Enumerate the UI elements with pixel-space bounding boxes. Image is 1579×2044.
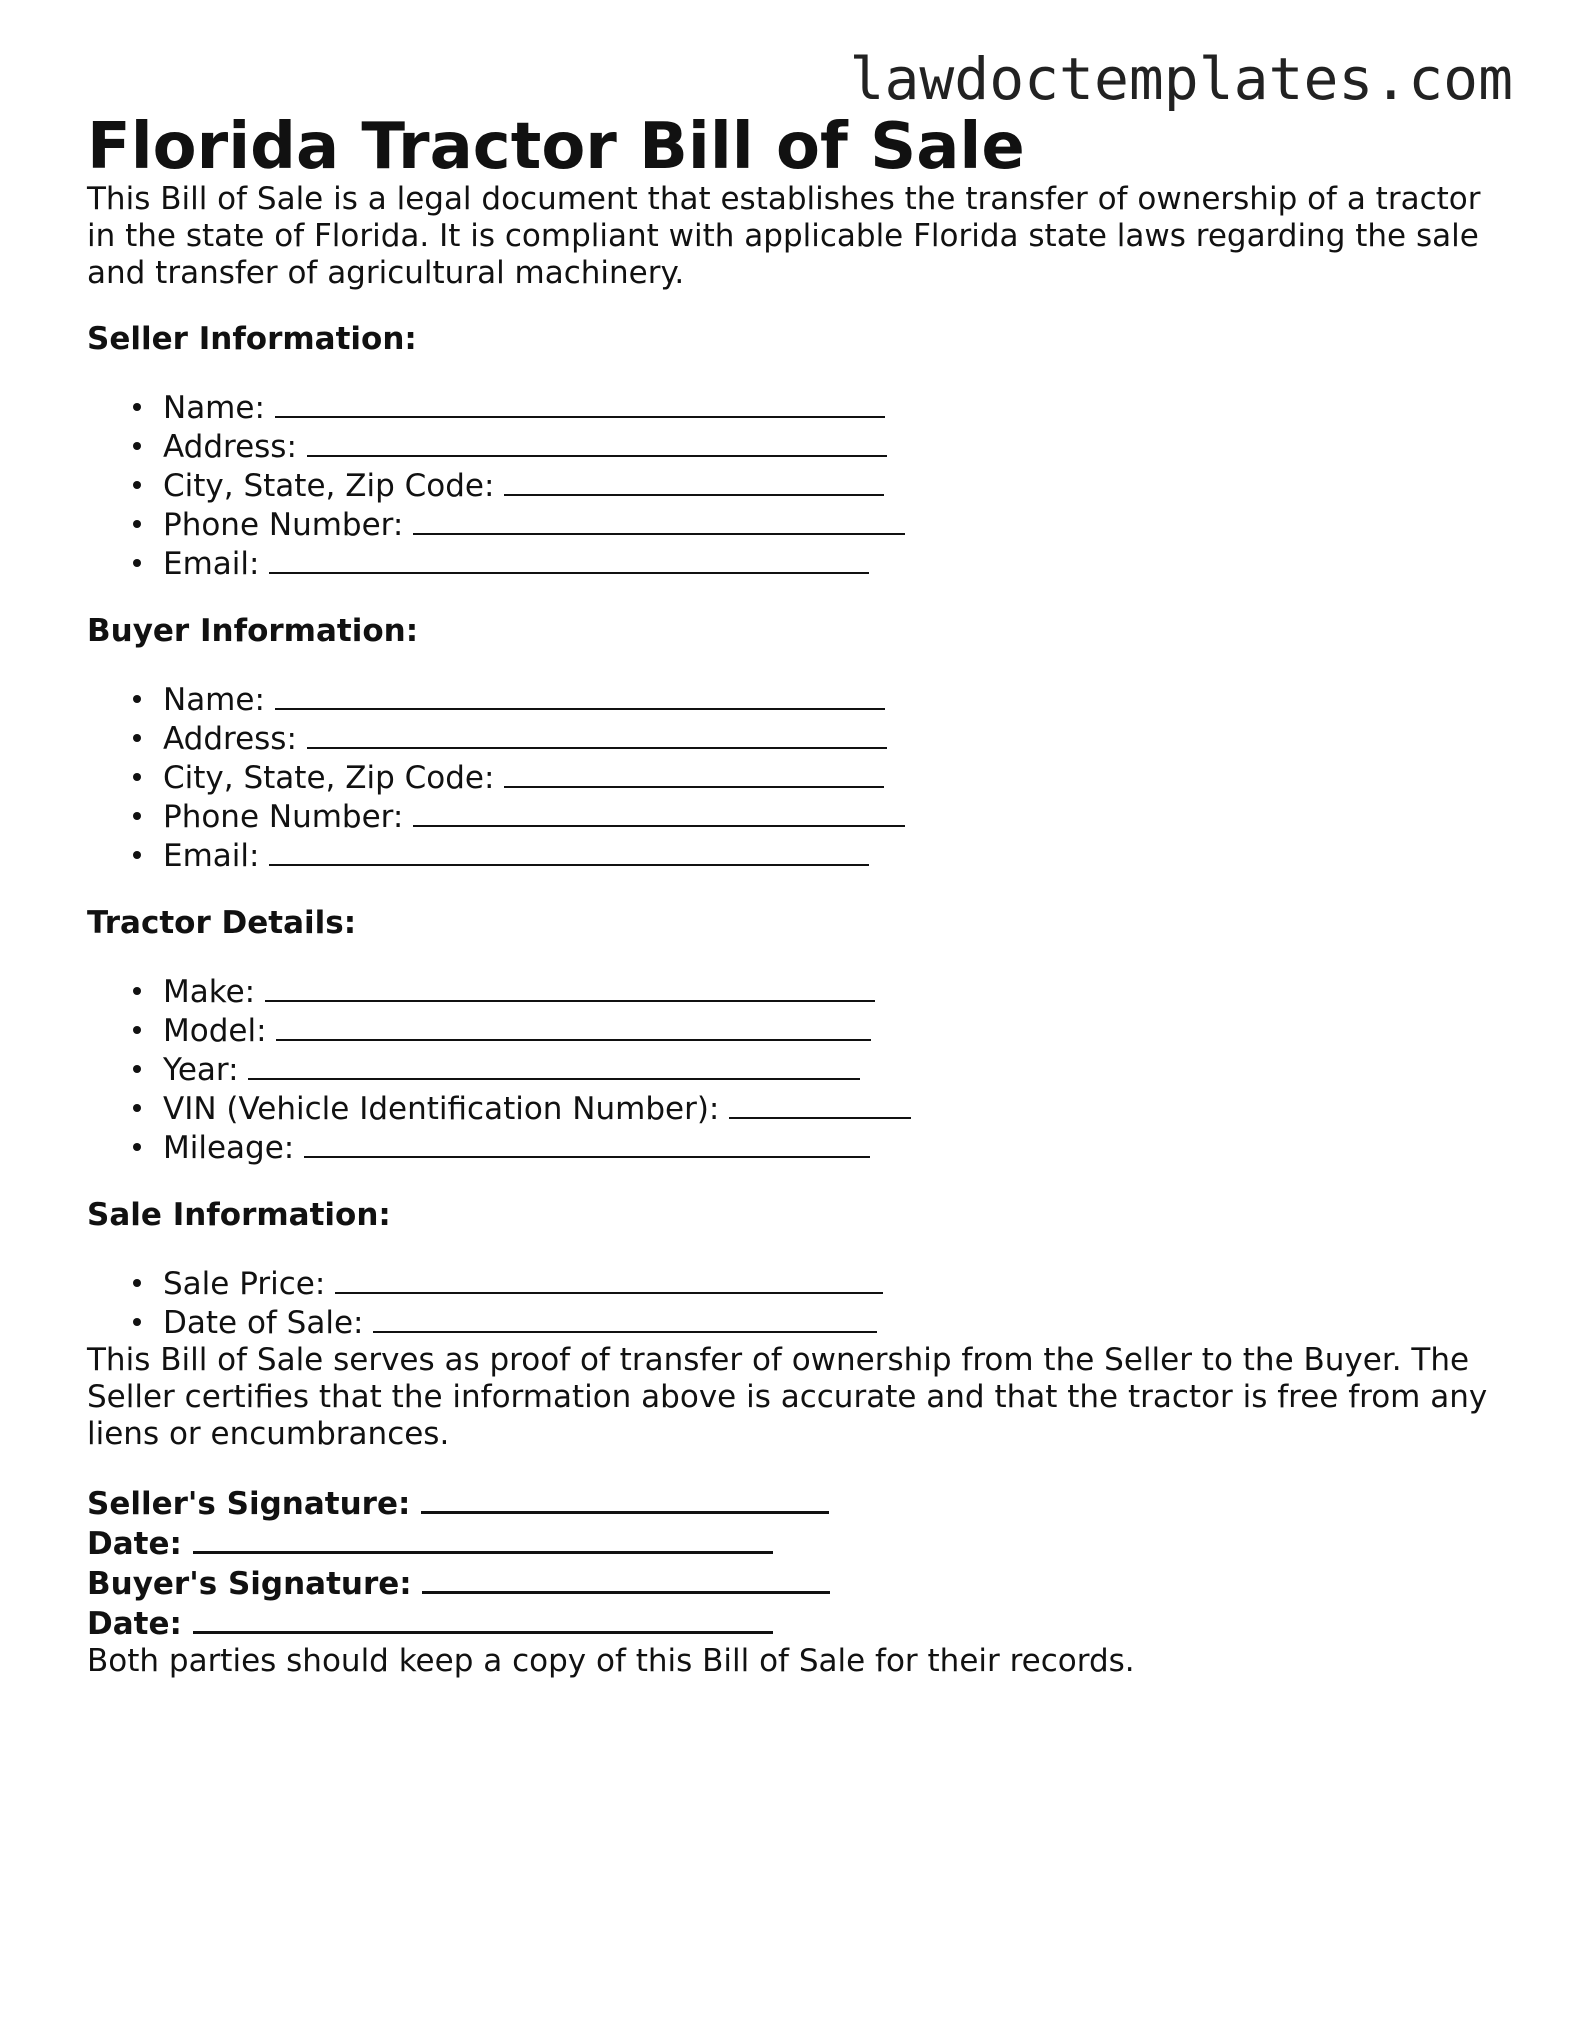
sale-heading: Sale Information: <box>87 1197 391 1234</box>
buyer-date-line[interactable] <box>87 1603 1507 1643</box>
blank-line[interactable] <box>269 836 869 866</box>
blank-line[interactable] <box>193 1523 773 1554</box>
field-label: Phone Number: <box>163 507 404 544</box>
field-label: Make: <box>163 974 256 1011</box>
seller-date-label: Date: <box>87 1526 182 1563</box>
seller-name-field[interactable] <box>163 388 1507 427</box>
field-label: Sale Price: <box>163 1266 326 1303</box>
field-label: Name: <box>163 682 265 719</box>
buyer-phone-field[interactable] <box>163 797 1507 836</box>
blank-line[interactable] <box>265 972 875 1002</box>
field-label: Year: <box>163 1052 239 1089</box>
seller-email-field[interactable] <box>163 544 1507 583</box>
document-title: Florida Tractor Bill of Sale <box>87 110 1025 184</box>
blank-line[interactable] <box>275 388 885 418</box>
blank-line[interactable] <box>504 758 884 788</box>
buyer-email-field[interactable] <box>163 836 1507 875</box>
certification-paragraph: This Bill of Sale serves as proof of transfer of ownership from the Seller to the Buyer. The Seller certifies that the information above is accurate and that the tractor is free from any liens or encumbrances. <box>87 1342 1488 1453</box>
seller-signature-label: Seller's Signature: <box>87 1486 411 1523</box>
buyer-name-field[interactable] <box>163 680 1507 719</box>
field-label: City, State, Zip Code: <box>163 468 495 505</box>
buyer-fields <box>87 680 1507 875</box>
buyer-heading: Buyer Information: <box>87 613 419 650</box>
field-label: Date of Sale: <box>163 1305 364 1342</box>
field-label: VIN (Vehicle Identification Number): <box>163 1091 720 1128</box>
seller-heading: Seller Information: <box>87 321 417 358</box>
field-label: Email: <box>163 838 260 875</box>
intro-paragraph: This Bill of Sale is a legal document that establishes the transfer of ownership of a tractor in the state of Florida. It is compliant with applicable Florida state laws regarding the sale and transfer of agricultural machinery. <box>87 181 1481 292</box>
buyer-signature-label: Buyer's Signature: <box>87 1566 412 1603</box>
blank-line[interactable] <box>504 466 884 496</box>
field-label: Name: <box>163 390 265 427</box>
buyer-signature-line[interactable] <box>87 1563 1507 1603</box>
blank-line[interactable] <box>248 1050 860 1080</box>
buyer-date-label: Date: <box>87 1606 182 1643</box>
sale-fields <box>87 1264 1507 1342</box>
tractor-heading: Tractor Details: <box>87 905 357 942</box>
blank-line[interactable] <box>413 505 905 535</box>
seller-fields <box>87 388 1507 583</box>
sale-date-field[interactable] <box>163 1303 1507 1342</box>
field-label: City, State, Zip Code: <box>163 760 495 797</box>
tractor-section <box>87 905 1507 1167</box>
tractor-make-field[interactable] <box>163 972 1507 1011</box>
seller-date-line[interactable] <box>87 1523 1507 1563</box>
blank-line[interactable] <box>422 1563 830 1594</box>
blank-line[interactable] <box>275 680 885 710</box>
field-label: Address: <box>163 721 297 758</box>
blank-line[interactable] <box>307 719 887 749</box>
field-label: Model: <box>163 1013 267 1050</box>
tractor-fields <box>87 972 1507 1167</box>
tractor-mileage-field[interactable] <box>163 1128 1507 1167</box>
buyer-city-state-zip-field[interactable] <box>163 758 1507 797</box>
seller-section <box>87 321 1507 583</box>
blank-line[interactable] <box>304 1128 870 1158</box>
blank-line[interactable] <box>413 797 905 827</box>
field-label: Email: <box>163 546 260 583</box>
closing-paragraph: Both parties should keep a copy of this Bill of Sale for their records. <box>87 1643 1135 1680</box>
field-label: Address: <box>163 429 297 466</box>
buyer-section <box>87 613 1507 875</box>
seller-city-state-zip-field[interactable] <box>163 466 1507 505</box>
field-label: Phone Number: <box>163 799 404 836</box>
tractor-model-field[interactable] <box>163 1011 1507 1050</box>
blank-line[interactable] <box>335 1264 883 1294</box>
blank-line[interactable] <box>269 544 869 574</box>
blank-line[interactable] <box>373 1303 877 1333</box>
blank-line[interactable] <box>276 1011 871 1041</box>
sale-price-field[interactable] <box>163 1264 1507 1303</box>
seller-signature-line[interactable] <box>87 1483 1507 1523</box>
blank-line[interactable] <box>729 1089 911 1119</box>
blank-line[interactable] <box>421 1483 829 1514</box>
seller-phone-field[interactable] <box>163 505 1507 544</box>
buyer-address-field[interactable] <box>163 719 1507 758</box>
document <box>87 110 1507 1680</box>
seller-address-field[interactable] <box>163 427 1507 466</box>
blank-line[interactable] <box>307 427 887 457</box>
field-label: Mileage: <box>163 1130 295 1167</box>
watermark: lawdoctemplates.com <box>849 45 1513 113</box>
tractor-year-field[interactable] <box>163 1050 1507 1089</box>
sale-section <box>87 1197 1507 1342</box>
tractor-vin-field[interactable] <box>163 1089 1507 1128</box>
blank-line[interactable] <box>193 1603 773 1634</box>
